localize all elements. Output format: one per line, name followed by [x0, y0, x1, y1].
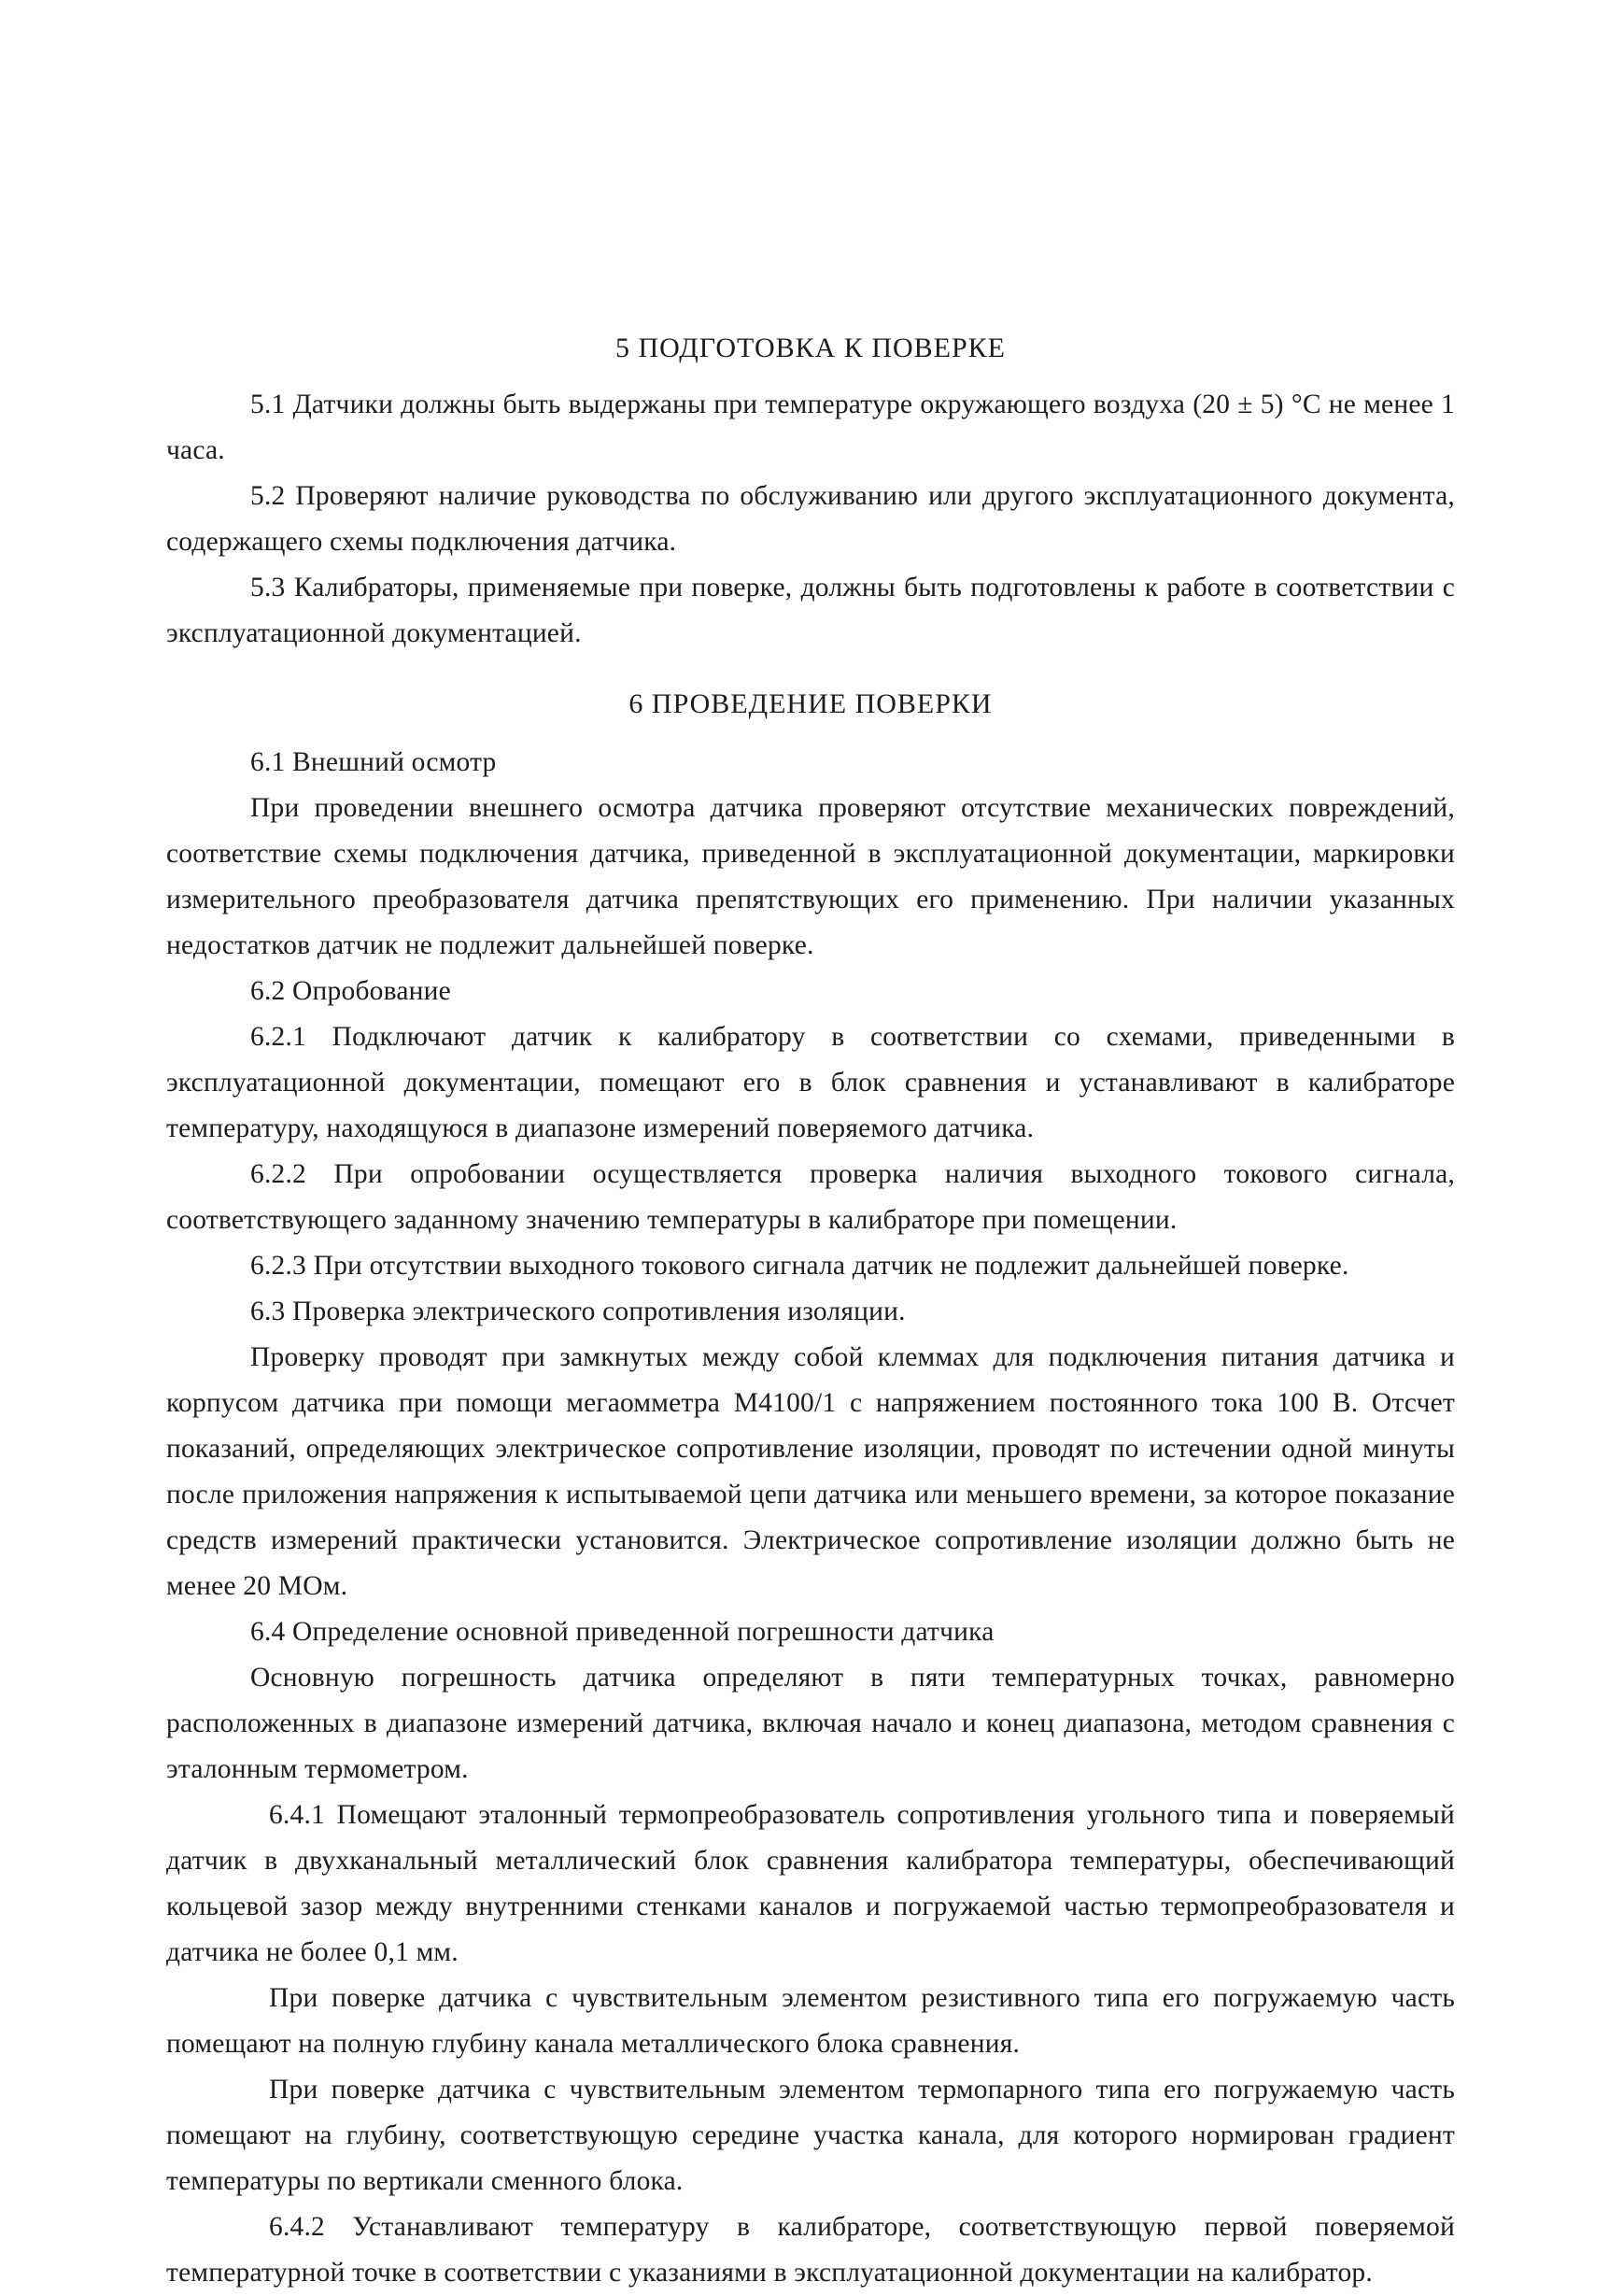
paragraph-6-2-3: 6.2.3 При отсутствии выходного токового сигнала датчик не подлежит дальнейшей поверке. — [250, 1251, 1349, 1281]
section-5-heading: 5 ПОДГОТОВКА К ПОВЕРКЕ — [614, 333, 1007, 363]
paragraph-6-4-1: 6.4.1 Помещают эталонный термопреобразователь сопротивления угольного типа и поверяемый датчик в двухканальный металлический блок сравнения калибратора температуры, обеспечивающий кольцевой зазор между внутренними стенками каналов и погружаемой частью термопреобразователя и датчика не более 0,1 мм. — [166, 1800, 1455, 1967]
paragraph-6-4-text: Основную погрешность датчика определяют в пяти температурных точках, равномерно расположенных в диапазоне измерений датчика, включая начало и конец диапазона, методом сравнения с эталонным термометром. — [166, 1663, 1455, 1784]
paragraph-6-3-text: Проверку проводят при замкнутых между собой клеммах для подключения питания датчика и корпусом датчика при помощи мегаомметра М4100/1 с напряжением постоянного тока 100 В. Отсчет показаний, определяющих электрическое сопротивление изоляции, проводят по истечении одной минуты после приложения напряжения к испытываемой цепи датчика или меньшего времени, за которое показание средств измерений практически установится. Электрическое сопротивление изоляции должно быть не менее 20 МОм. — [166, 1342, 1455, 1601]
paragraph-6-2-2: 6.2.2 При опробовании осуществляется проверка наличия выходного токового сигнала, соответствующего заданному значению температуры в калибраторе при помещении. — [166, 1159, 1455, 1235]
paragraph-6-4-1-c: При поверке датчика с чувствительным элементом термопарного типа его погружаемую часть помещают на глубину, соответствующую середине участка канала, для которого нормирован градиент температуры по вертикали сменного блока. — [166, 2075, 1455, 2196]
paragraph-5-1: 5.1 Датчики должны быть выдержаны при температуре окружающего воздуха (20 ± 5) °С не менее 1 часа. — [166, 390, 1455, 465]
paragraph-6-3-title: 6.3 Проверка электрического сопротивления изоляции. — [250, 1297, 906, 1326]
paragraph-6-2-1: 6.2.1 Подключают датчик к калибратору в соответствии со схемами, приведенными в эксплуатационной документации, помещают его в блок сравнения и устанавливают в калибраторе температуру, находящуюся в диапазоне измерений поверяемого датчика. — [166, 1022, 1455, 1143]
paragraph-5-3: 5.3 Калибраторы, применяемые при поверке, должны быть подготовлены к работе в соответствии с эксплуатационной документацией. — [166, 573, 1455, 648]
paragraph-6-1-text: При проведении внешнего осмотра датчика проверяют отсутствие механических повреждений, соответствие схемы подключения датчика, приведенной в эксплуатационной документации, маркировки измерительного преобразователя датчика препятствующих его применению. При наличии указанных недостатков датчик не подлежит дальнейшей поверке. — [166, 793, 1455, 960]
paragraph-6-1-title: 6.1 Внешний осмотр — [250, 747, 497, 777]
paragraph-6-4-1-b: При поверке датчика с чувствительным элементом резистивного типа его погружаемую часть помещают на полную глубину канала металлического блока сравнения. — [166, 1983, 1455, 2059]
paragraph-6-4-2: 6.4.2 Устанавливают температуру в калибраторе, соответствующую первой поверяемой температурной точке в соответствии с указаниями в эксплуатационной документации на калибратор. — [166, 2212, 1455, 2288]
paragraph-6-4-title: 6.4 Определение основной приведенной погрешности датчика — [250, 1617, 995, 1647]
paragraph-6-2-title: 6.2 Опробование — [250, 976, 451, 1006]
document-body — [166, 325, 1455, 2296]
paragraph-5-2: 5.2 Проверяют наличие руководства по обслуживанию или другого эксплуатационного документа, содержащего схемы подключения датчика. — [166, 481, 1455, 557]
section-6-heading: 6 ПРОВЕДЕНИЕ ПОВЕРКИ — [628, 688, 993, 719]
